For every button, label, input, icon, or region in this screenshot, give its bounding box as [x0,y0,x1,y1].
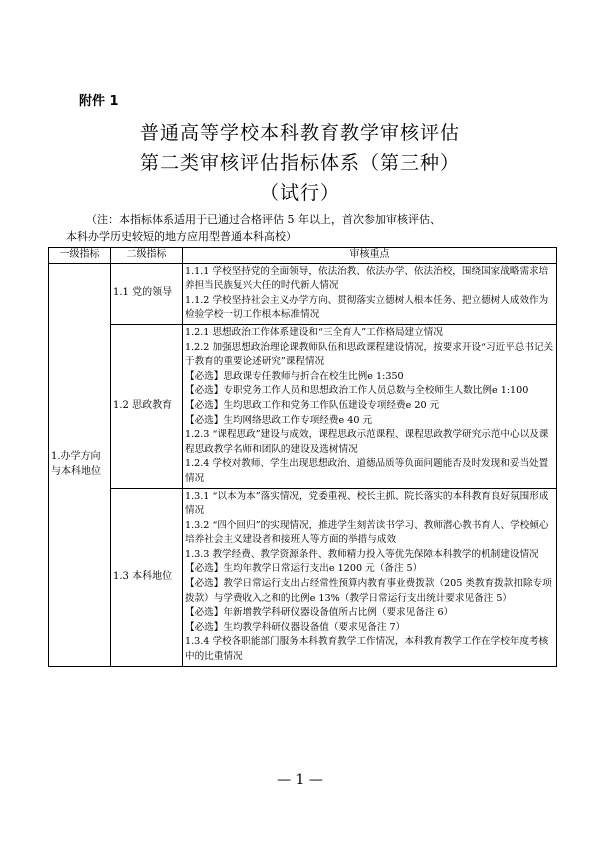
focus-cell [183,488,557,666]
header-level1: 一级指标 [49,248,111,264]
focus-item: 1.2.1 思想政治工作体系建设和“三全育人”工作格局建立情况 [185,326,443,338]
focus-item: 【必选】思政课专任教师与折合在校生比例e 1:350 [185,370,404,382]
title-line-2: 第二类审核评估指标体系（第三种） [139,152,460,174]
focus-item: 【必选】生均网络思政工作专项经费e 40 元 [185,414,373,426]
table-row [49,263,557,324]
note-line-1: （注：本指标体系适用于已通过合格评估 5 年以上，首次参加审核评估、 [86,213,441,226]
title-line-1: 普通高等学校本科教育教学审核评估 [139,122,460,144]
focus-item: 1.2.4 学校对教师、学生出现思想政治、道德品质等负面问题能否及时发现和妥当处置情况 [185,458,549,484]
focus-item: 【必选】生均年教学日常运行支出e 1200 元（备注 5） [185,563,423,575]
focus-item: 【必选】专职党务工作人员和思想政治工作人员总数与全校师生人数比例e 1:100 [185,385,529,397]
focus-item: 1.2.2 加强思想政治理论课教师队伍和思政课程建设情况，按要求开设“习近平总书记关于教育的重要论述研究”课程情况 [185,341,554,368]
focus-item: 【必选】生均思政工作和党务工作队伍建设专项经费e 20 元 [185,399,440,411]
note-line-2: 本科办学历史较短的地方应用型普通本科高校） [66,230,297,243]
annex-label: 附件 1 [79,94,119,109]
focus-item: 【必选】教学日常运行支出占经常性预算内教育事业费拨款（205 类教育拨款扣除专项拨款）与学费收入之和的比例e 13%（教学日常运行支出统计要求见备注 5） [185,578,552,604]
header-level2: 二级指标 [111,248,183,264]
indicator-table [48,247,557,667]
focus-item: 【必选】年新增教学科研仪器设备值所占比例（要求见备注 6） [185,607,454,619]
level1-cell: 1.办学方向与本科地位 [49,263,111,666]
focus-item: 1.3.1 “以本为本”落实情况，党委重视、校长主抓、院长落实的本科教育良好氛围形成情况 [185,490,549,517]
focus-item: 1.2.3 “课程思政”建设与成效，课程思政示范课程、课程思政教学研究示范中心以及课程思政教学名师和团队的建设及选树情况 [185,429,549,455]
level2-cell: 1.1 党的领导 [111,263,183,324]
header-focus: 审核重点 [183,248,557,264]
title-line-3: （试行） [259,182,340,204]
table-row [49,488,557,666]
level2-cell: 1.3 本科地位 [111,488,183,666]
focus-item: 1.1.2 学校坚持社会主义办学方向、贯彻落实立德树人根本任务、把立德树人成效作为检验学校一切工作根本标准情况 [185,294,549,321]
focus-item: 1.1.1 学校坚持党的全面领导，依法治教、依法办学、依法治校，围绕国家战略需求培养担当民族复兴大任的时代新人情况 [185,265,549,292]
focus-cell [183,263,557,324]
focus-item: 1.3.2 “四个回归”的实现情况，推进学生刻苦读书学习、教师潜心教书育人、学校倾心培养社会主义建设者和接班人等方面的举措与成效 [185,519,549,546]
table-row [49,324,557,488]
focus-item: 1.3.4 学校各职能部门服务本科教育教学工作情况，本科教育教学工作在学校年度考核中的比重情况 [185,636,549,663]
level2-cell: 1.2 思政教育 [111,324,183,488]
focus-item: 1.3.3 教学经费、教学资源条件、教师精力投入等优先保障本科教学的机制建设情况 [185,548,539,560]
table-header-row [49,248,557,264]
focus-item: 【必选】生均教学科研仪器设备值（要求见备注 7） [185,621,406,633]
page-number: — 1 — [277,772,323,788]
focus-cell [183,324,557,488]
